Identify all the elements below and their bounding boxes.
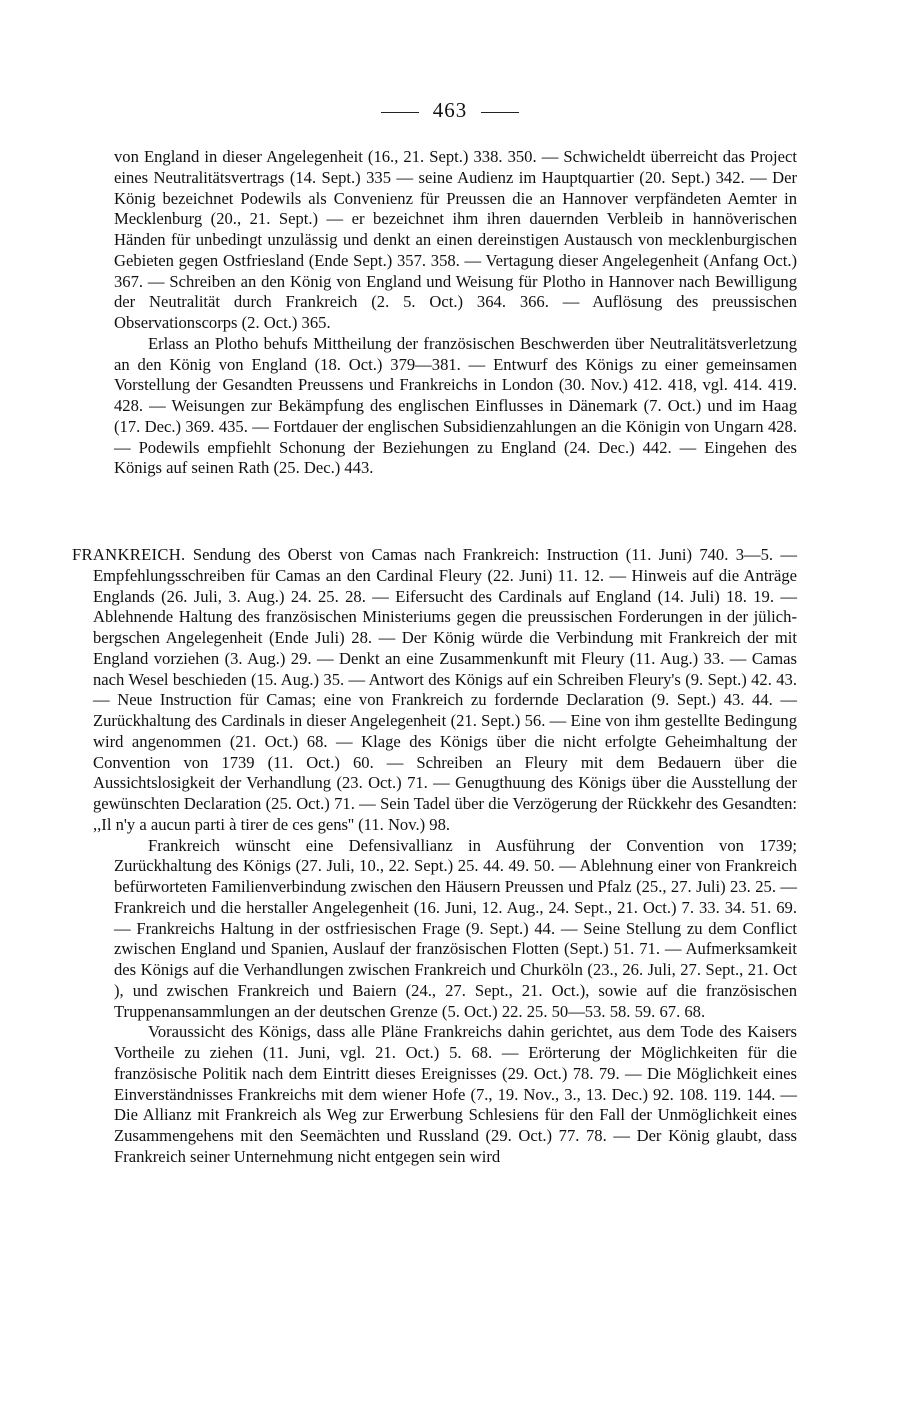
continuation-paragraph: Erlass an Plotho behufs Mittheilung der französischen Beschwerden über Neutralitätsverletzung an den König von England (18. Oct.) 379—381. — Entwurf des Königs zu einer gemeinsamen Vorstellung der Gesandten Preussens und Frankreichs in London (30. Nov.) 412. 418, vgl. 414. 419. 428. — Weisungen zur Bekämpfung des englischen Einflusses in Dänemark (7. Oct.) und im Haag (17. Dec.) 369. 435. — Fortdauer der englischen Subsidienzahlungen an die Königin von Ungarn 428. — Podewils empfiehlt Schonung der Beziehungen zu England (24. Dec.) 442. — Eingehen des Königs auf seinen Rath (25. Dec.) 443. [114,333,797,478]
page-header [0,98,900,123]
page-number: 463 [432,98,468,122]
entry-paragraph: Frankreich wünscht eine Defensivallianz in Ausführung der Convention von 1739; Zurückhaltung des Königs (27. Juli, 10., 22. Sept.) 25. 44. 49. 50. — Ablehnung einer von Frankreich befürworteten Familienverbindung zwischen den Häusern Preussen und Pfalz (25., 27. Juli) 23. 25. — Frankreich und die herstaller Angelegenheit (16. Juni, 12. Aug., 24. Sept., 21. Oct.) 7. 33. 34. 51. 69. — Frankreichs Haltung in der ostfriesischen Frage (9. Sept.) 44. — Seine Stellung zu dem Conflict zwischen England und Spanien, Auslauf der französischen Flotten (Sept.) 51. 71. — Aufmerksamkeit des Königs auf die Verhandlungen zwischen Frankreich und Churköln (23., 26. Juli, 27. Sept., 21. Oct ), und zwischen Frankreich und Baiern (24., 27. Sept., 21. Oct.), sowie auf die französischen Truppenansammlungen an der deutschen Grenze (5. Oct.) 22. 25. 50—53. 58. 59. 67. 68. [114,835,797,1021]
entry-paragraph: Voraussicht des Königs, dass alle Pläne Frankreichs dahin gerichtet, aus dem Tode des Kaisers Vortheile zu ziehen (11. Juni, vgl. 21. Oct.) 5. 68. — Erörterung der Möglichkeiten für die französische Politik nach dem Eintritt dieses Ereignisses (29. Oct.) 78. 79. — Die Möglichkeit eines Einverständnisses Frankreichs mit dem wiener Hofe (7., 19. Nov., 3., 13. Dec.) 92. 108. 119. 144. — Die Allianz mit Frankreich als Weg zur Erwerbung Schlesiens für den Fall der Unmöglichkeit eines Zusammengehens mit den Seemächten und Russland (29. Oct.) 77. 78. — Der König glaubt, dass Frankreich seiner Unternehmung nicht entgegen sein wird [114,1022,797,1166]
continuation-block [114,147,797,479]
continuation-paragraph: von England in dieser Angelegenheit (16., 21. Sept.) 338. 350. — Schwicheldt überreicht das Project eines Neutralitätsvertrags (14. Sept.) 335 — seine Audienz im Hauptquartier (20. Sept.) 342. — Der König bezeichnet Podewils als Convenienz für Preussen die an Hannover verpfändeten Aemter in Mecklenburg (20., 21. Sept.) — er bezeichnet ihm ihren dauernden Verbleib in hannöverischen Händen für unbedingt unzulässig und denkt an einen dereinstigen Austausch von mecklenburgischen Gebieten gegen Ostfriesland (Ende Sept.) 357. 358. — Vertagung dieser Angelegenheit (Anfang Oct.) 367. — Schreiben an den König von England und Weisung für Plotho in Hannover nach Bewilligung der Neutralität durch Frankreich (2. 5. Oct.) 364. 366. — Auflösung des preussischen Observationscorps (2. Oct.) 365. [114,147,797,332]
entry-first-text: Sendung des Oberst von Camas nach Frankreich: Instruction (11. Juni) 740. 3—5. — Empfehlungsschreiben für Camas an den Cardinal Fleury (22. Juni) 11. 12. — Hinweis auf die Anträge Englands (26. Juli, 3. Aug.) 24. 25. 28. — Eifersucht des Cardinals auf England (14. Juli) 18. 19. — Ablehnende Haltung des französischen Ministeriums gegen die preussischen Forderungen in der jülich-bergschen Angelegenheit (Ende Juli) 28. — Der König würde die Verbindung mit Frankreich der mit England vorziehen (3. Aug.) 29. — Denkt an eine Zusammenkunft mit Fleury (11. Aug.) 33. — Camas nach Wesel beschieden (15. Aug.) 35. — Antwort des Königs auf ein Schreiben Fleury's (9. Sept.) 42. 43. — Neue Instruction für Camas; eine von Frankreich zu fordernde Declaration (9. Sept.) 43. 44. — Zurückhaltung des Cardinals in dieser Angelegenheit (21. Sept.) 56. — Eine von ihm gestellte Bedingung wird angenommen (21. Oct.) 68. — Klage des Königs über die nicht erfolgte Geheimhaltung der Convention von 1739 (11. Oct.) 60. — Schreiben an Fleury mit dem Bedauern über die Aussichtslosigkeit der Verhandlung (23. Oct.) 71. — Genugthuung des Königs über die Ausstellung der gewünschten Declaration (25. Oct.) 71. — Sein Tadel über die Verzögerung der Rückkehr des Gesandten: ,,Il n'y a aucun parti à tirer de ces gens'' (11. Nov.) 98. [93,545,797,834]
header-rule-left [381,112,419,113]
header-rule-right [481,112,519,113]
entry-first-paragraph [72,545,797,836]
entry-keyword: FRANKREICH. [72,545,186,564]
index-entry-frankreich [72,545,797,1168]
